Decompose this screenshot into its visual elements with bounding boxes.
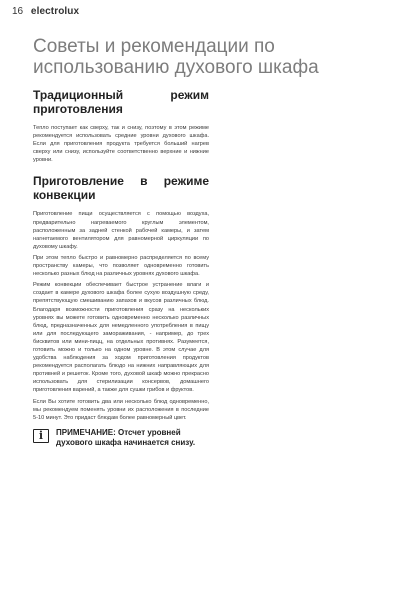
- info-icon: i: [33, 429, 49, 443]
- brand-name: electrolux: [30, 6, 80, 17]
- text-column: [33, 88, 209, 449]
- note-text: ПРИМЕЧАНИЕ: Отсчет уровней духового шкафа начинается снизу.: [56, 427, 196, 448]
- section-heading-convection: Приготовление в режиме конвекции: [33, 174, 209, 203]
- paragraph-convection-1: Приготовление пищи осуществляется с помощью воздуха, предварительно нагреваемого круглым элементом, расположенным за задней стенкой рабочей камеры, и затем нагнетаемого вентилятором для равномерной циркуляции по духовому шкафу.: [33, 211, 209, 250]
- paragraph-convection-3: Режим конвекции обеспечивает быстрое устранение влаги и создает в камере духового шкафа более сухую воздушную среду, препятствующую смешиванию запахов и вкусов различных блюд. Благодаря возможности приготовления сразу на нескольких уровнях вы можете готовить одновременно несколько различных блюд, предназначенных для немедленного употребления в пищу или для последующего замораживания, - например, до трех бисквитов или мини-пицц, на отдельных противнях. Разумеется, готовить можно и только на одном уровне. В этом случае для удобства наблюдения за ходом приготовления продуктов рекомендуется располагать блюдо на нижних направляющих для противней и решеток. Кроме того, духовой шкаф можно прекрасно использовать для стерилизации консервов, домашнего приготовления варений, а также для сушки грибов и фруктов.: [33, 282, 209, 394]
- paragraph-convection-4: Если Вы хотите готовить два или несколько блюд одновременно, мы рекомендуем поменять уровни их расположения в последние 5-10 минут. Это придаст блюдам более равномерный цвет.: [33, 398, 209, 421]
- paragraph-traditional: Тепло поступает как сверху, так и снизу, поэтому в этом режиме рекомендуется использовать средние уровни духового шкафа. Если для приготовления продукта требуется больший нагрев сверху или снизу, используйте соответственно верхние и нижние уровни.: [33, 125, 209, 164]
- paragraph-convection-2: При этом тепло быстро и равномерно распределяется по всему пространству камеры, что позволяет одновременно готовить несколько разных блюд на различных уровнях духового шкафа.: [33, 254, 209, 278]
- page-title: Советы и рекомендации по использованию духового шкафа: [33, 36, 319, 78]
- section-heading-traditional: Традиционный режим приготовления: [33, 88, 209, 116]
- note-box: [33, 428, 209, 449]
- page-number: 16: [12, 6, 24, 17]
- page-header: [12, 6, 79, 17]
